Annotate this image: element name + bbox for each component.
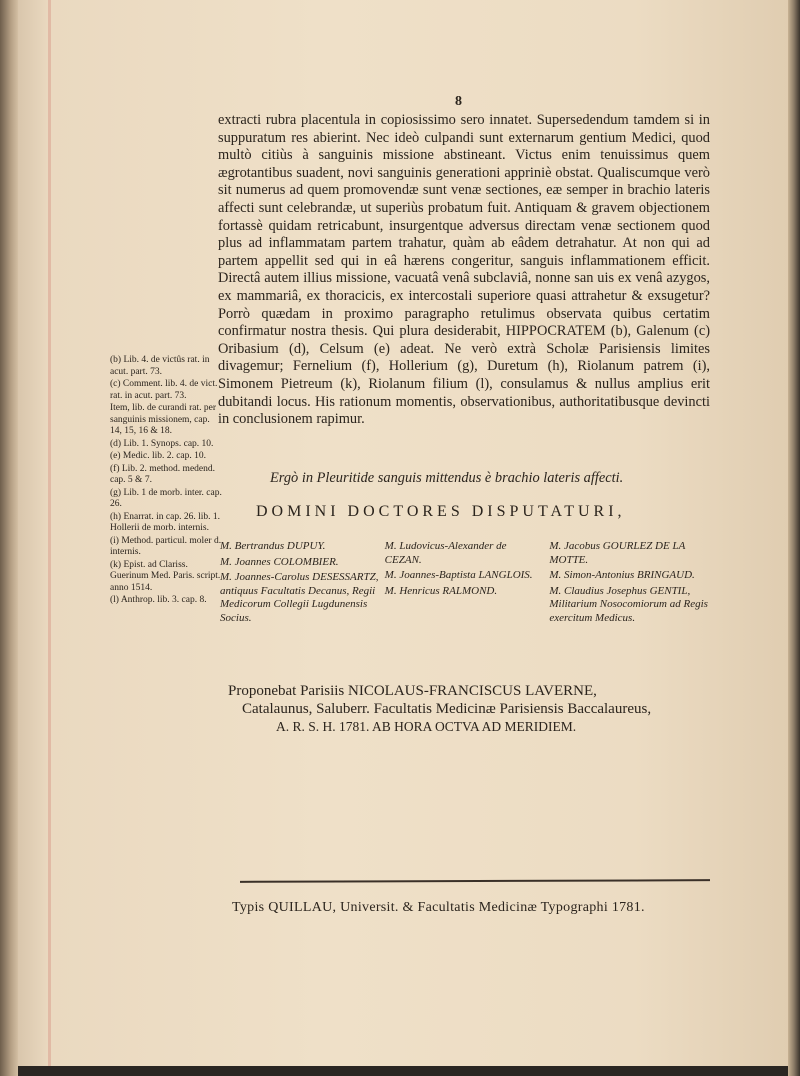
proposer-line-2: Catalaunus, Saluberr. Facultatis Medicinæ Parisiensis Baccalaureus, bbox=[242, 701, 652, 717]
margin-note: (g) Lib. 1 de morb. inter. cap. 26. bbox=[110, 487, 222, 509]
doctor-entry: M. Henricus RALMOND. bbox=[384, 584, 498, 597]
doctor-entry: M. Ludovicus-Alexander de CEZAN. bbox=[384, 540, 507, 566]
proposer-line-3: A. R. S. H. 1781. AB HORA OCTVA AD MERIDIEM. bbox=[276, 719, 577, 734]
doctor-entry: M. Bertrandus DUPUY. bbox=[220, 540, 326, 552]
margin-note: Item, lib. de curandi rat. per sanguinis missionem, cap. 14, 15, 16 & 18. bbox=[110, 403, 217, 436]
book-binding bbox=[0, 0, 18, 1076]
page-number: 8 bbox=[455, 94, 462, 109]
margin-note: (h) Enarrat. in cap. 26. lib. 1. Hollerii de morb. internis. bbox=[110, 511, 221, 533]
doctor-entry: M. Joannes COLOMBIER. bbox=[220, 555, 339, 568]
margin-note: (d) Lib. 1. Synops. cap. 10. bbox=[110, 438, 214, 449]
page-edge bbox=[788, 0, 800, 1076]
conclusion-line: Ergò in Pleuritide sanguis mittendus è brachio lateris affecti. bbox=[270, 470, 624, 486]
body-text bbox=[218, 112, 710, 429]
margin-note: (f) Lib. 2. method. medend. cap. 5 & 7. bbox=[110, 463, 216, 485]
doctors-column-1 bbox=[220, 540, 385, 627]
doctor-entry: M. Claudius Josephus GENTIL, Militarium Nosocomiorum ad Regis exercitum Medicus. bbox=[549, 584, 708, 624]
margin-note: (e) Medic. lib. 2. cap. 10. bbox=[110, 451, 207, 461]
doctors-column-2 bbox=[385, 540, 550, 627]
margin-note: (b) Lib. 4. de victûs rat. in acut. part. 73. bbox=[110, 355, 210, 377]
margin-notes bbox=[110, 355, 222, 608]
margin-note: (i) Method. particul. moler d. internis. bbox=[110, 535, 222, 557]
doctors-column-3 bbox=[549, 540, 714, 627]
margin-note: (c) Comment. lib. 4. de vict. rat. in acut. part. 73. bbox=[110, 379, 218, 401]
margin-stain bbox=[48, 0, 51, 1066]
body-paragraph: extracti rubra placentula in copiosissimo sero innatet. Supersedendum tamdem si in suppuratum res abierint. Nec ideò culpandi sunt externarum gentium Medici, quod multò citiùs à sanguinis missione abstineant. Victus enim tenuissimus quem ægrotantibus suadent, novi sanguinis generationi appriniè obstat. Qualiscumque verò sit numerus ad quem promovendæ sunt venæ sectiones, eæ semper in brachio lateris affecti sunt celebrandæ, ut superiùs probatum fuit. Antiquam & gravem objectionem fortassè quidam retricabunt, insurgentque adversus directam venæ sectionem quod plus ad inflammatam partem trahatur, quàm ab eâdem detrahatur. At non qui ad partem appellit sed qui in eâ hærens congeritur, sanguis inflammationem efficit. Directâ autem illius missione, vacuatâ venâ subclaviâ, nonne san uis ex venâ azygos, ex mammariâ, ex thoracicis, ex intercostali superiore quasi attrahetur & exsugetur? Porrò quædam in proximo paragrapho retulimus observata quibus certatim confirmatur nostra thesis. Qui plura desiderabit, HIPPOCRATEM (b), Galenum (c) Oribasium (d), Celsum (e) adeat. Ne verò extrà Scholæ Parisiensis limites divagemur; Fernelium (f), Hollerium (g), Duretum (h), Riolanum patrem (i), Simonem Pietreum (k), Riolanum filium (l), consulamus & nullus amplius erit dubitandi locus. His rationum momentis, observationibus, authoritatibusque devincti in conclusionem rapimur. bbox=[218, 112, 710, 428]
proposer-line-1: Proponebat Parisiis NICOLAUS-FRANCISCUS LAVERNE, bbox=[228, 683, 597, 699]
printer-imprint: Typis QUILLAU, Universit. & Facultatis Medicinæ Typographi 1781. bbox=[232, 900, 645, 915]
doctors-list bbox=[220, 540, 714, 627]
doctors-heading: DOMINI DOCTORES DISPUTATURI, bbox=[256, 503, 626, 520]
margin-note: (l) Anthrop. lib. 3. cap. 8. bbox=[110, 595, 207, 605]
doctor-entry: M. Simon-Antonius BRINGAUD. bbox=[549, 569, 695, 581]
doctor-entry: M. Joannes-Baptista LANGLOIS. bbox=[384, 569, 533, 581]
doctor-entry: M. Jacobus GOURLEZ DE LA MOTTE. bbox=[549, 540, 686, 566]
margin-note: (k) Epist. ad Clariss. Guerinum Med. Paris. script. anno 1514. bbox=[110, 559, 221, 593]
proposer-block bbox=[228, 682, 708, 736]
doctor-entry: M. Joannes-Carolus DESESSARTZ, antiquus Facultatis Decanus, Regii Medicorum Collegii Lugdunensis Socius. bbox=[220, 571, 379, 624]
